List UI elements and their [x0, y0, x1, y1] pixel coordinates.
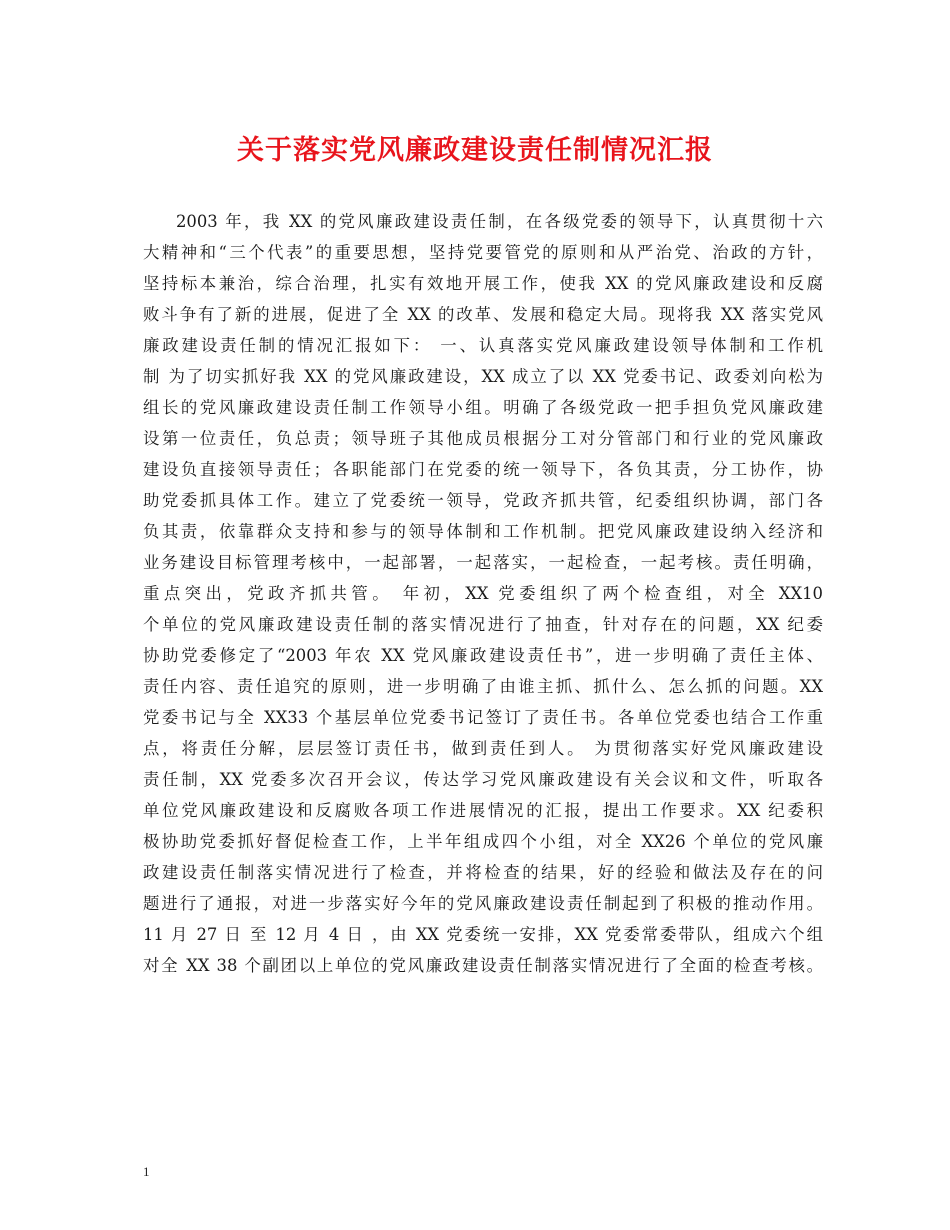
body-line: 设第一位责任，负总责；领导班子其他成员根据分工对分管部门和行业的党风廉政: [143, 429, 823, 448]
body-line: 坚持标本兼治，综合治理，扎实有效地开展工作，使我 XX 的党风廉政建设和反腐: [143, 274, 823, 293]
body-line: 题进行了通报，对进一步落实好今年的党风廉政建设责任制起到了积极的推动作用。: [143, 894, 823, 913]
body-line: 2003 年，我 XX 的党风廉政建设责任制，在各级党委的领导下，认真贯彻十六: [176, 212, 823, 231]
body-line: 对全 XX 38 个副团以上单位的党风廉政建设责任制落实情况进行了全面的检查考核。: [143, 956, 823, 975]
body-line: 11 月 27 日 至 12 月 4 日 ，由 XX 党委统一安排，XX 党委常委带队，组成六个组: [143, 925, 823, 944]
document-title: 关于落实党风廉政建设责任制情况汇报: [237, 135, 713, 166]
body-line: 协助党委修定了“2003 年农 XX 党风廉政建设责任书”，进一步明确了责任主体、: [143, 646, 823, 665]
body-line: 责任内容、责任追究的原则，进一步明确了由谁主抓、抓什么、怎么抓的问题。XX: [143, 677, 823, 696]
body-line: 建设负直接领导责任；各职能部门在党委的统一领导下，各负其责，分工协作，协: [143, 460, 823, 479]
body-line: 个单位的党风廉政建设责任制的落实情况进行了抽查，针对存在的问题，XX 纪委: [143, 615, 823, 634]
body-line: 制 为了切实抓好我 XX 的党风廉政建设，XX 成立了以 XX 党委书记、政委刘向松为: [143, 367, 823, 386]
page-number: 1: [143, 1164, 150, 1179]
body-line: 败斗争有了新的进展，促进了全 XX 的改革、发展和稳定大局。现将我 XX 落实党风: [143, 305, 823, 324]
body-line: 点，将责任分解，层层签订责任书，做到责任到人。 为贯彻落实好党风廉政建设: [143, 739, 823, 758]
body-line: 责任制，XX 党委多次召开会议，传达学习党风廉政建设有关会议和文件，听取各: [143, 770, 823, 789]
body-line: 单位党风廉政建设和反腐败各项工作进展情况的汇报，提出工作要求。XX 纪委积: [143, 801, 823, 820]
body-line: 负其责，依靠群众支持和参与的领导体制和工作机制。把党风廉政建设纳入经济和: [143, 522, 823, 541]
body-line: 重点突出，党政齐抓共管。 年初，XX 党委组织了两个检查组，对全 XX10: [143, 584, 823, 603]
body-line: 大精神和“三个代表”的重要思想，坚持党要管党的原则和从严治党、治政的方针，: [143, 243, 823, 262]
body-line: 党委书记与全 XX33 个基层单位党委书记签订了责任书。各单位党委也结合工作重: [143, 708, 823, 727]
body-line: 廉政建设责任制的情况汇报如下： 一、认真落实党风廉政建设领导体制和工作机: [143, 336, 823, 355]
body-line: 极协助党委抓好督促检查工作，上半年组成四个小组，对全 XX26 个单位的党风廉: [143, 832, 823, 851]
body-line: 业务建设目标管理考核中，一起部署，一起落实，一起检查，一起考核。责任明确，: [143, 553, 823, 572]
body-line: 助党委抓具体工作。建立了党委统一领导，党政齐抓共管，纪委组织协调，部门各: [143, 491, 823, 510]
body-line: 组长的党风廉政建设责任制工作领导小组。明确了各级党政一把手担负党风廉政建: [143, 398, 823, 417]
body-line: 政建设责任制落实情况进行了检查，并将检查的结果，好的经验和做法及存在的问: [143, 863, 823, 882]
